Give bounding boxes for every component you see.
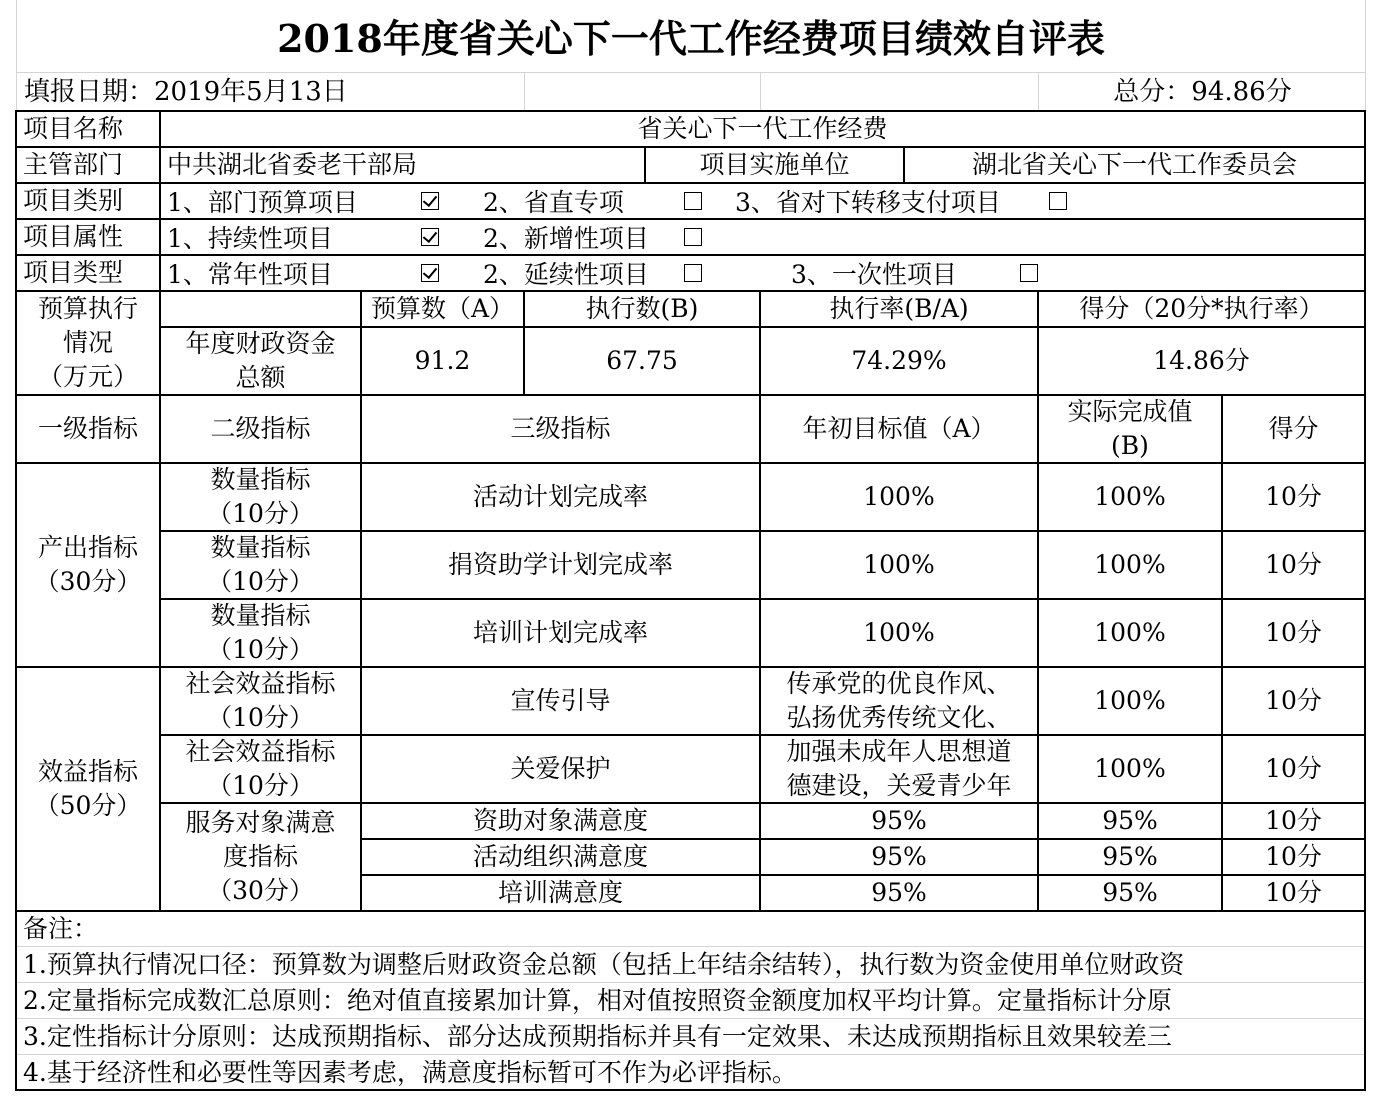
satisfaction-row-score: 10分 — [1265, 806, 1322, 835]
notes-heading: 备注： — [23, 914, 99, 943]
output-row-level3: 活动计划完成率 — [472, 482, 648, 511]
dept-label: 主管部门 — [23, 150, 124, 179]
header-target: 年初目标值（A） — [802, 414, 996, 443]
output-row-score: 10分 — [1265, 482, 1322, 511]
satisfaction-row-level3: 资助对象满意度 — [472, 806, 648, 835]
budget-header-rate: 执行率(B/A) — [829, 294, 969, 323]
category-label: 项目类别 — [23, 186, 124, 215]
attribute-label: 项目属性 — [23, 222, 124, 251]
benefit-row-actual: 100% — [1094, 754, 1166, 783]
header-level3: 三级指标 — [510, 414, 611, 443]
dept-value: 中共湖北省委老干部局 — [167, 150, 418, 179]
note-item: 4.基于经济性和必要性等因素考虑，满意度指标暂可不作为必评指标。 — [23, 1057, 797, 1087]
output-row-target: 100% — [863, 550, 935, 579]
output-row-level3: 培训计划完成率 — [472, 618, 648, 647]
note-item: 1.预算执行情况口径：预算数为调整后财政资金总额（包括上年结余结转），执行数为资金使用单位财政资 — [23, 950, 1185, 979]
satisfaction-row-score: 10分 — [1265, 878, 1322, 907]
border — [16, 1089, 1366, 1091]
satisfaction-row-level3: 培训满意度 — [497, 878, 623, 907]
impl-unit-value: 湖北省关心下一代工作委员会 — [971, 150, 1297, 179]
category-option-transfer-checkbox[interactable] — [1049, 184, 1067, 218]
header-level2: 二级指标 — [210, 414, 311, 443]
category-option-budget-checkbox[interactable] — [421, 184, 439, 218]
satisfaction-row-score: 10分 — [1265, 842, 1322, 871]
output-row-actual: 100% — [1094, 482, 1166, 511]
benefit-row-target: 加强未成年人思想道 德建设，关爱青少年 — [786, 737, 1012, 800]
benefit-row-level3: 关爱保护 — [510, 754, 611, 783]
budget-header-b: 执行数(B) — [585, 294, 699, 323]
budget-label: 预算执行 情况 （万元） — [37, 294, 138, 391]
note-item: 2.定量指标完成数汇总原则：绝对值直接累加计算，相对值按照资金额度加权平均计算。定量指标计分原 — [23, 986, 1172, 1015]
ptype-label: 项目类型 — [23, 258, 124, 287]
output-row-actual: 100% — [1094, 550, 1166, 579]
header-level1: 一级指标 — [37, 414, 138, 443]
category-option-special: 2、省直专项 — [483, 188, 624, 217]
benefit-row-level3: 宣传引导 — [510, 686, 611, 715]
ptype-option-extended-checkbox[interactable] — [684, 256, 702, 290]
output-row-level3: 捐资助学计划完成率 — [447, 550, 673, 579]
output-row-level2: 数量指标 （10分） — [207, 465, 314, 528]
attribute-option-continuous: 1、持续性项目 — [167, 224, 333, 253]
category-option-transfer: 3、省对下转移支付项目 — [735, 188, 1001, 217]
satisfaction-row-target: 95% — [871, 842, 927, 871]
benefit-row-level2: 社会效益指标 （10分） — [185, 669, 336, 732]
budget-score-value: 14.86分 — [1153, 346, 1250, 375]
budget-header-a: 预算数（A） — [370, 294, 515, 323]
satisfaction-row-level3: 活动组织满意度 — [472, 842, 648, 871]
gridline — [16, 1018, 1366, 1019]
exec-rate-value: 74.29% — [851, 346, 947, 375]
budget-header-score: 得分（20分*执行率） — [1079, 294, 1324, 323]
impl-unit-label: 项目实施单位 — [699, 150, 850, 179]
ptype-option-extended: 2、延续性项目 — [483, 260, 649, 289]
gridline — [16, 946, 1366, 947]
output-row-target: 100% — [863, 482, 935, 511]
attribute-option-new-checkbox[interactable] — [684, 220, 702, 254]
border — [1364, 110, 1366, 1091]
benefit-row-target: 传承党的优良作风、 弘扬优秀传统文化、 — [786, 669, 1012, 732]
form-title: 2018年度省关心下一代工作经费项目绩效自评表 — [277, 16, 1105, 61]
ptype-option-annual-checkbox[interactable] — [421, 256, 439, 290]
gridline — [760, 72, 761, 110]
benefit-indicator-label: 效益指标 （50分） — [34, 757, 142, 820]
total-score: 总分：94.86分 — [1113, 77, 1292, 107]
output-row-level2: 数量指标 （10分） — [207, 533, 314, 596]
budget-value: 91.2 — [414, 346, 471, 375]
satisfaction-level2: 服务对象满意 度指标 （30分） — [185, 808, 336, 905]
gridline — [524, 72, 525, 110]
fill-date: 填报日期：2019年5月13日 — [24, 77, 348, 107]
attribute-option-new: 2、新增性项目 — [483, 224, 649, 253]
benefit-row-score: 10分 — [1265, 754, 1322, 783]
output-row-score: 10分 — [1265, 550, 1322, 579]
output-row-score: 10分 — [1265, 618, 1322, 647]
output-row-target: 100% — [863, 618, 935, 647]
ptype-option-annual: 1、常年性项目 — [167, 260, 333, 289]
benefit-row-score: 10分 — [1265, 686, 1322, 715]
satisfaction-row-actual: 95% — [1102, 842, 1158, 871]
benefit-row-level2: 社会效益指标 （10分） — [185, 737, 336, 800]
benefit-row-actual: 100% — [1094, 686, 1166, 715]
gridline — [16, 982, 1366, 983]
gridline — [16, 72, 1366, 73]
satisfaction-row-target: 95% — [871, 878, 927, 907]
ptype-option-once: 3、一次性项目 — [791, 260, 957, 289]
output-indicator-label: 产出指标 （30分） — [34, 533, 142, 596]
project-name-label: 项目名称 — [23, 114, 124, 143]
header-actual: 实际完成值 (B) — [1067, 397, 1193, 460]
ptype-option-once-checkbox[interactable] — [1020, 256, 1038, 290]
output-row-level2: 数量指标 （10分） — [207, 601, 314, 664]
gridline — [1038, 72, 1039, 110]
satisfaction-row-target: 95% — [871, 806, 927, 835]
category-option-budget: 1、部门预算项目 — [167, 188, 358, 217]
gridline — [16, 1054, 1366, 1055]
satisfaction-row-actual: 95% — [1102, 878, 1158, 907]
note-item: 3.定性指标计分原则：达成预期指标、部分达成预期指标并具有一定效果、未达成预期指标且效果较差三 — [23, 1022, 1172, 1051]
attribute-option-continuous-checkbox[interactable] — [421, 220, 439, 254]
budget-row-label: 年度财政资金 总额 — [185, 329, 336, 392]
output-row-actual: 100% — [1094, 618, 1166, 647]
exec-value: 67.75 — [606, 346, 678, 375]
satisfaction-row-actual: 95% — [1102, 806, 1158, 835]
header-score: 得分 — [1268, 414, 1319, 443]
project-name-value: 省关心下一代工作经费 — [637, 114, 888, 143]
category-option-special-checkbox[interactable] — [684, 184, 702, 218]
